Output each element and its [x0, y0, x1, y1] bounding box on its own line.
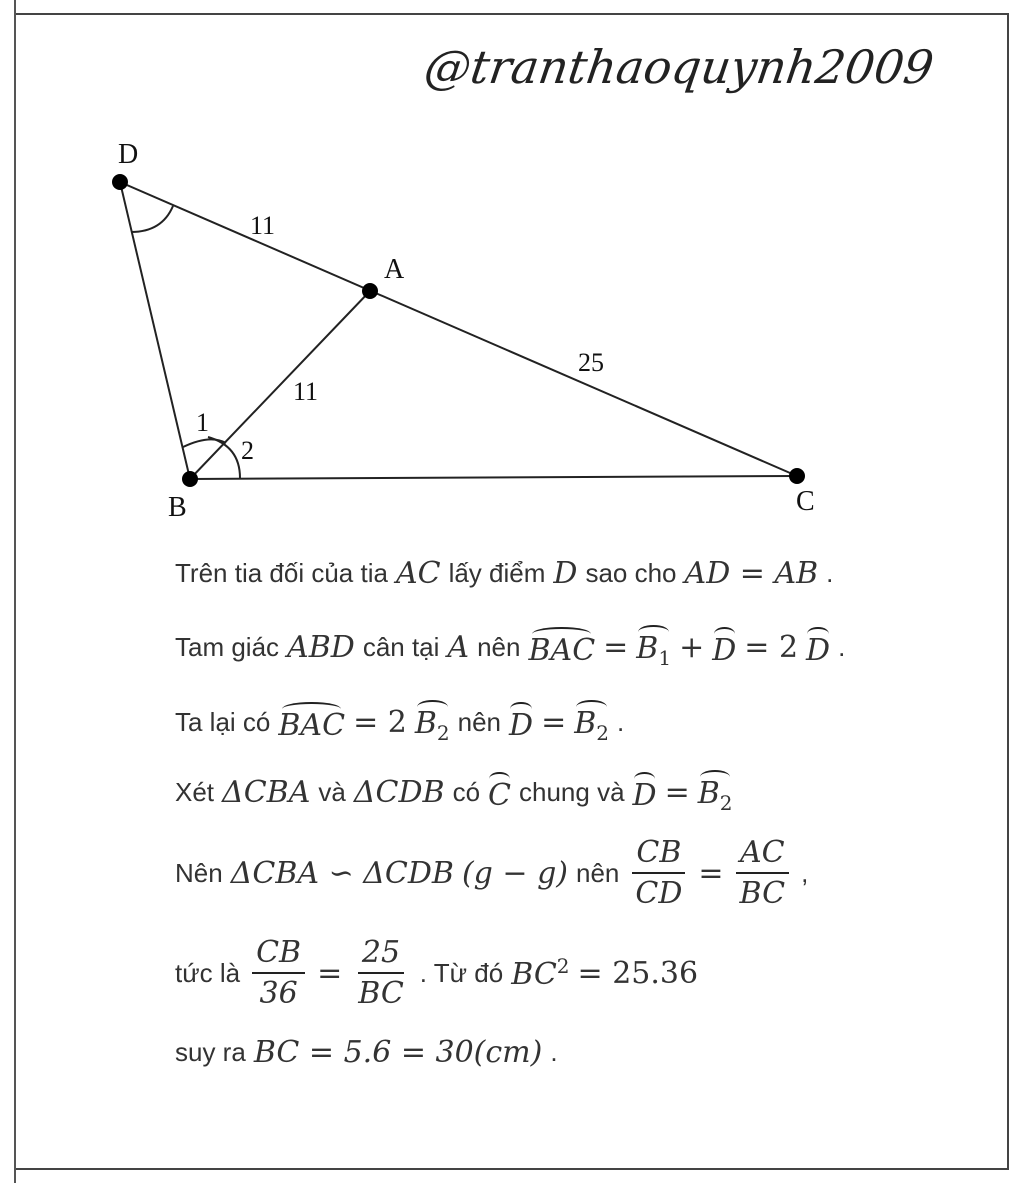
denominator: BC: [739, 876, 786, 911]
length-AB: 11: [293, 377, 319, 406]
plus: +: [679, 630, 705, 665]
math-equals-25-36: = 25.36: [577, 955, 699, 991]
text: Ta lại có: [175, 707, 271, 737]
angle-arc-B2: [208, 437, 240, 478]
denominator: BC: [358, 976, 404, 1011]
solution-line-3: [175, 700, 624, 745]
math-triangle-CDB: ΔCDB: [353, 775, 445, 810]
text: và: [318, 777, 346, 807]
angle-D: D: [806, 627, 830, 668]
segment-AB: [190, 291, 370, 479]
label-D: D: [118, 139, 139, 170]
point-A: [362, 283, 378, 299]
solution-line-7: [175, 1035, 558, 1070]
fraction-25-BC: [354, 935, 408, 1011]
length-AC: 25: [578, 348, 604, 377]
angle-subscript: 1: [658, 646, 672, 670]
text: . Từ đó: [419, 957, 504, 988]
angle-B2: [574, 700, 609, 745]
math-case-gg: (g − g): [461, 855, 568, 891]
equals-two: = 2: [353, 705, 407, 740]
text: nên: [576, 857, 620, 888]
angle-B2: [698, 770, 733, 815]
length-DA: 11: [250, 211, 276, 240]
angle-B1: [636, 625, 671, 670]
angle-B2: [415, 700, 450, 745]
geometry-figure: [0, 0, 1024, 560]
numerator: AC: [736, 835, 789, 874]
fraction-AC-BC: [736, 835, 790, 911]
punct: .: [838, 632, 846, 662]
equals-two: = 2: [744, 630, 799, 665]
text: nên: [477, 632, 521, 662]
text: tức là: [175, 957, 241, 988]
text: Tam giác: [175, 632, 280, 662]
equals: =: [317, 955, 343, 991]
solution-line-5: [175, 835, 808, 911]
point-C: [789, 468, 805, 484]
equals: =: [603, 630, 629, 665]
segment-DC: [120, 182, 797, 476]
math-ABD: ABD: [287, 630, 355, 665]
math-A: A: [447, 630, 470, 665]
label-C: C: [796, 486, 815, 517]
math-AD-eq-AB: AD = AB: [684, 556, 819, 591]
angle-label-1: 1: [196, 408, 209, 437]
label-B: B: [168, 492, 187, 523]
text: Xét: [175, 777, 215, 807]
point-D: [112, 174, 128, 190]
angle-label-2: 2: [241, 436, 254, 465]
label-A: A: [384, 254, 405, 285]
math-BC-squared: [511, 954, 569, 992]
segment-BC: [190, 476, 797, 479]
text: chung và: [519, 777, 625, 807]
math-D: D: [553, 556, 578, 591]
angle-D: D: [712, 627, 736, 668]
solution-line-1: [175, 556, 833, 591]
solution-line-2: [175, 625, 845, 670]
angle-letter: B: [636, 631, 659, 666]
equals: =: [698, 855, 724, 891]
text: lấy điểm: [448, 558, 546, 588]
equals: =: [664, 775, 690, 810]
angle-BAC: BAC: [528, 627, 595, 668]
denominator: CD: [635, 876, 683, 911]
angle-letter: B: [414, 706, 437, 741]
text: suy ra: [175, 1037, 246, 1067]
fraction-CB-CD: [631, 835, 686, 911]
solution-line-4: [175, 770, 733, 815]
numerator: CB: [252, 935, 305, 974]
math-BC-result: BC = 5.6 = 30(cm): [253, 1035, 543, 1070]
angle-letter: B: [574, 706, 597, 741]
point-B: [182, 471, 198, 487]
angle-D: D: [633, 772, 657, 813]
math-BC: BC: [511, 957, 557, 992]
solution-line-6: [175, 935, 698, 1011]
numerator: 25: [358, 935, 404, 974]
denominator: 36: [259, 976, 298, 1011]
numerator: CB: [632, 835, 685, 874]
punct: .: [616, 707, 625, 737]
text: Nên: [175, 857, 223, 888]
text: sao cho: [585, 558, 677, 588]
equals: =: [541, 705, 567, 740]
text: cân tại: [362, 632, 440, 662]
text: Trên tia đối của tia: [175, 558, 388, 588]
math-triangle-CBA: ΔCBA: [222, 775, 311, 810]
angle-subscript: 2: [596, 721, 609, 745]
angle-subscript: 2: [436, 721, 450, 745]
punct: .: [826, 558, 834, 588]
angle-arc-D: [131, 206, 173, 232]
angle-D: D: [509, 702, 533, 743]
punct: ,: [801, 857, 809, 888]
text: nên: [457, 707, 501, 737]
math-similar-triangles: ΔCBA ∽ ΔCDB: [230, 855, 454, 891]
exponent: 2: [556, 954, 570, 978]
punct: .: [550, 1037, 558, 1067]
fraction-CB-36: [252, 935, 305, 1011]
text: có: [452, 777, 481, 807]
author-watermark: @tranthaoquynh2009: [421, 40, 937, 94]
angle-C: C: [488, 772, 511, 813]
angle-letter: B: [697, 776, 720, 811]
math-AC: AC: [395, 556, 441, 591]
angle-subscript: 2: [719, 791, 733, 815]
angle-BAC: BAC: [278, 702, 345, 743]
